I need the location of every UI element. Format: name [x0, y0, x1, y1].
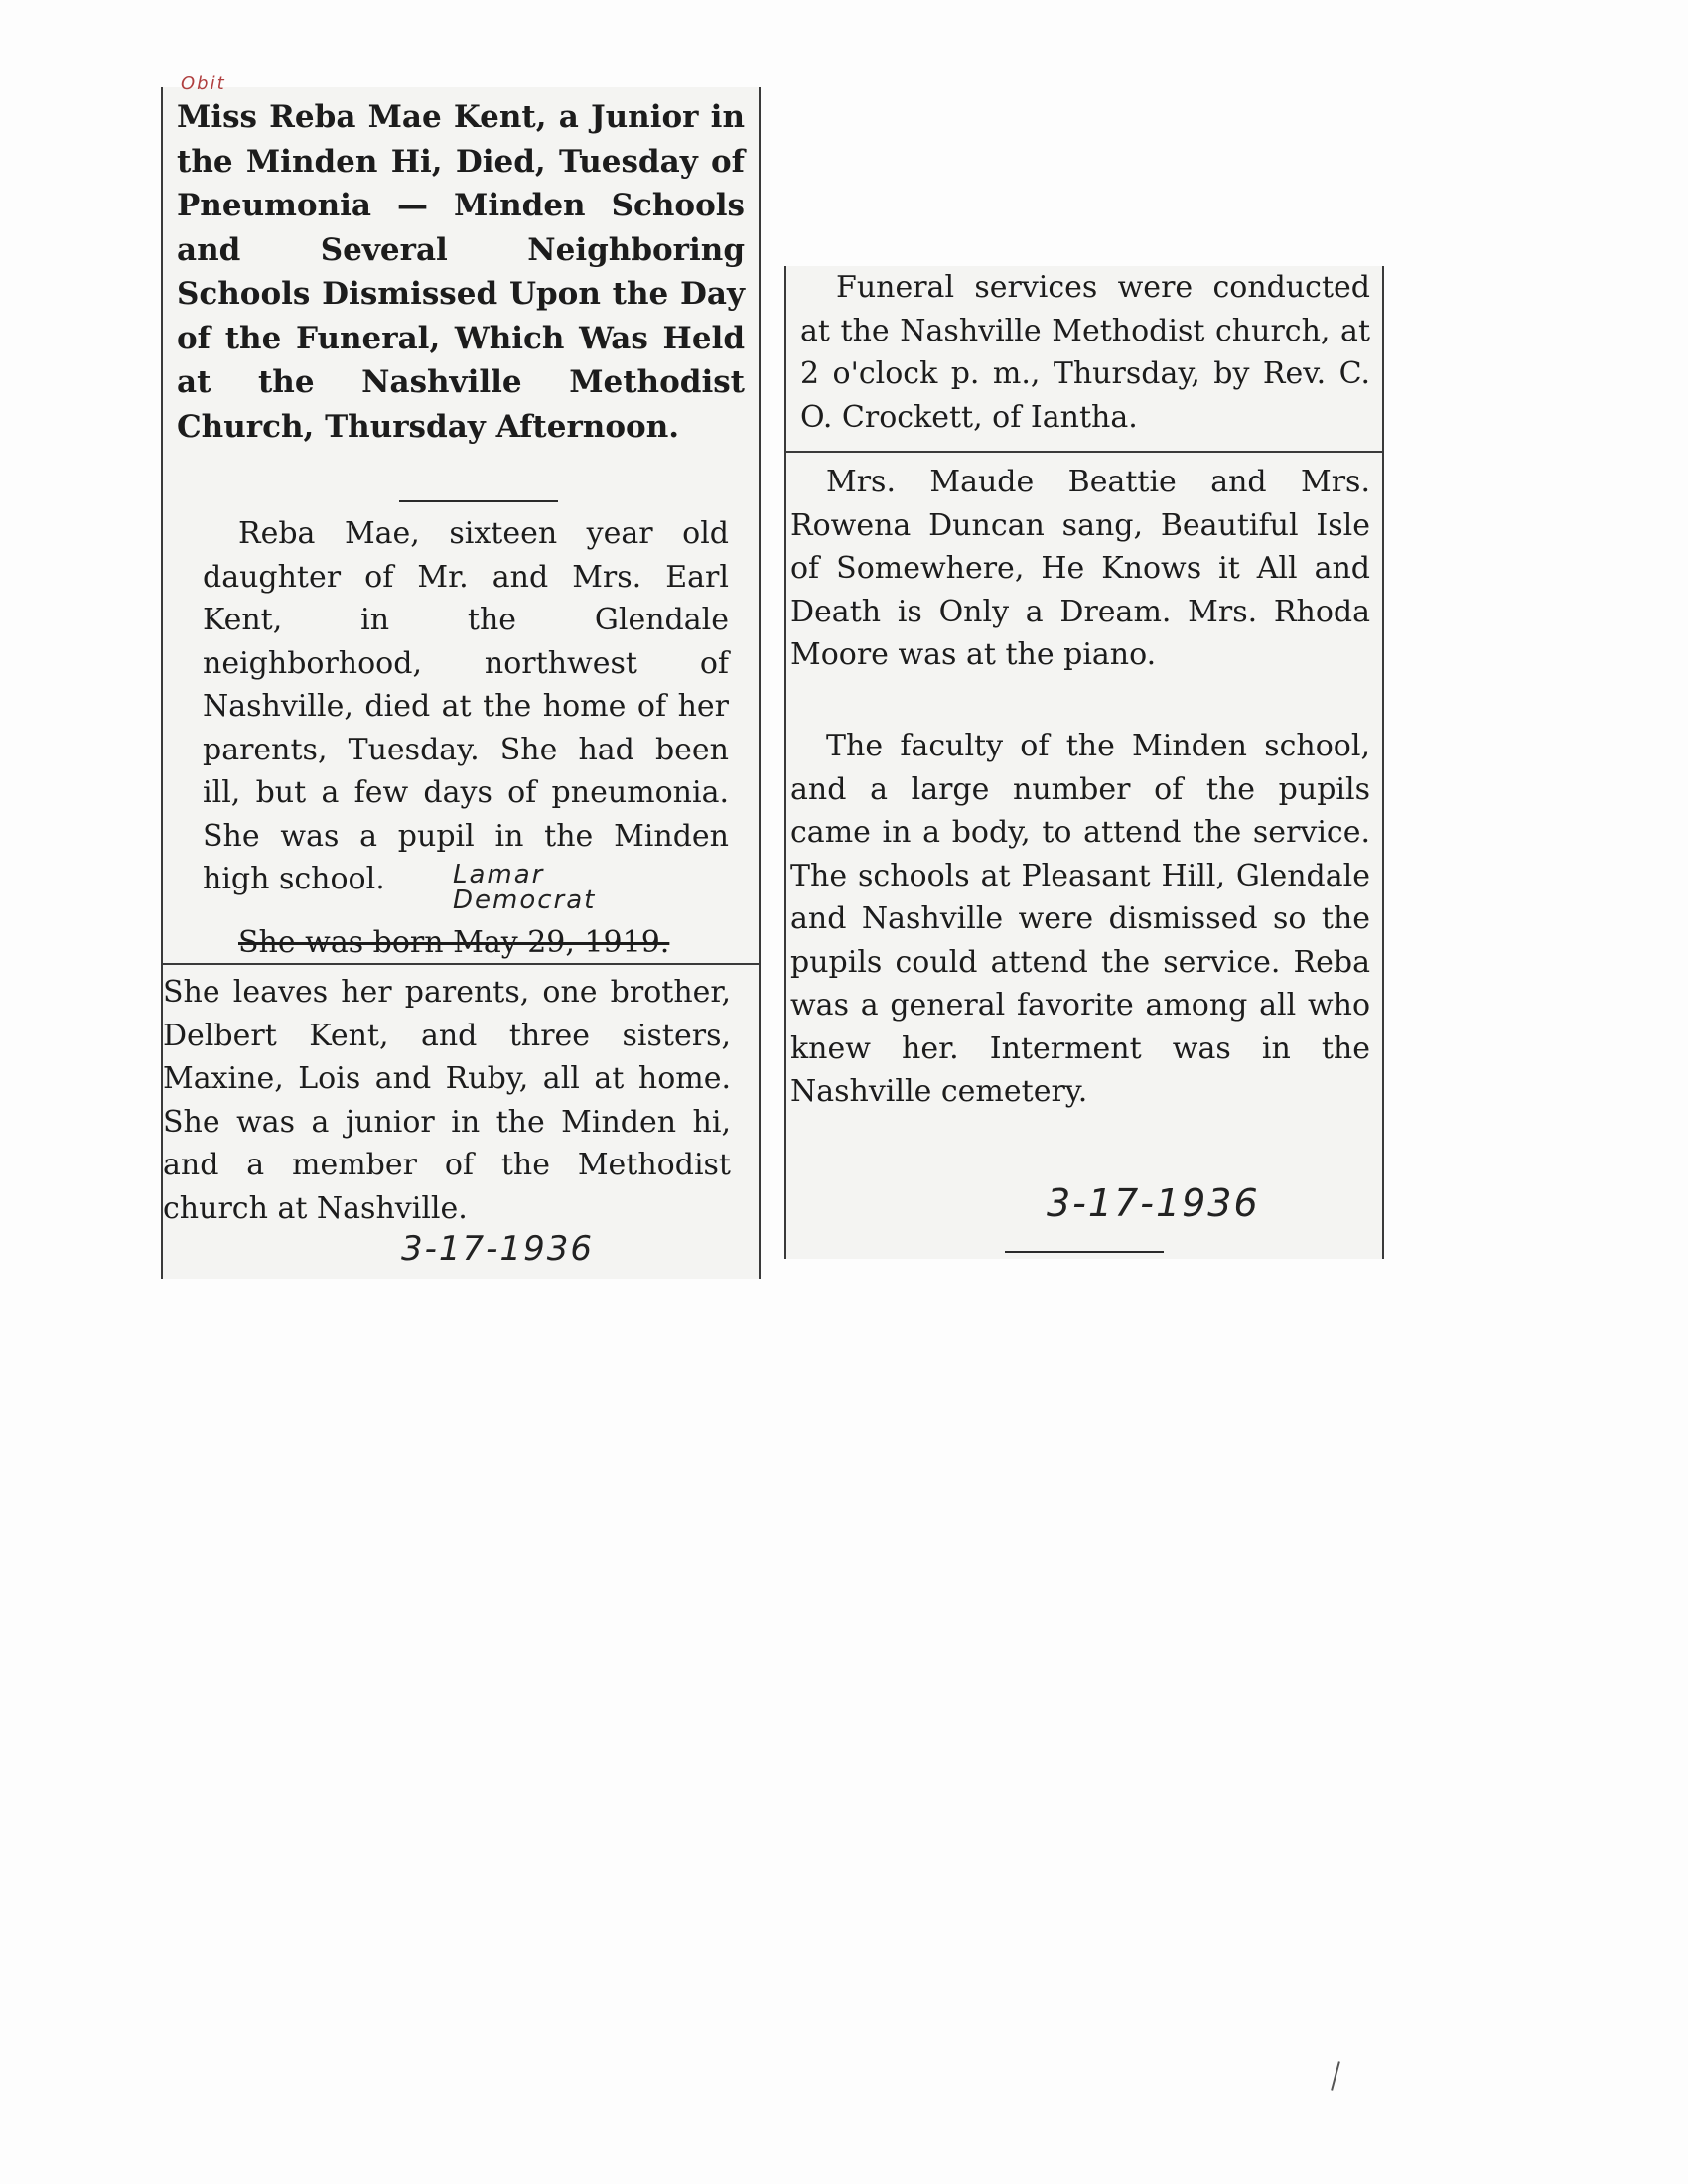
source-note: Lamar Democrat: [453, 860, 597, 915]
date-left: 3-17-1936: [401, 1229, 594, 1269]
paragraph-music: Mrs. Maude Beattie and Mrs. Rowena Duncan sang, Beautiful Isle of Somewhere, He Knows it All and Death is Only a Dream. Mrs. Rhoda Moore was at the piano.: [790, 465, 1370, 672]
paragraph-death: Reba Mae, sixteen year old daughter of Mr. and Mrs. Earl Kent, in the Glendale neighborhood, northwest of Nashville, died at the home of her parents, Tuesday. She had been ill, but a few days of pneumonia. She was a pupil in the Minden high school.: [203, 516, 729, 896]
date-right: 3-17-1936: [1047, 1181, 1260, 1225]
paragraph-birth: She was born May 29, 1919.: [238, 925, 670, 960]
headline: Miss Reba Mae Kent, a Junior in the Minden Hi, Died, Tuesday of Pneumonia — Minden Schools and Several Neighboring Schools Dismissed Upon the Day of the Funeral, Which Was Held at the Nashville Methodist Church, Thursday Afternoon.: [177, 99, 745, 445]
column-divider: [163, 963, 759, 965]
clipping-left-column: [161, 73, 761, 1279]
stray-mark: [1331, 2061, 1340, 2090]
top-scribble: Obit: [181, 73, 226, 94]
paragraph-survivors: She leaves her parents, one brother, Delbert Kent, and three sisters, Maxine, Lois and Ruby, all at home. She was a junior in the Minden hi, and a member of the Methodist church at Nashville.: [163, 975, 731, 1226]
headline-rule: [399, 500, 558, 502]
paragraph-funeral: Funeral services were conducted at the Nashville Methodist church, at 2 o'clock p. m., Thursday, by Rev. C. O. Crockett, of Iantha.: [800, 270, 1370, 435]
right-divider: [786, 451, 1382, 453]
end-rule: [1005, 1251, 1164, 1253]
paragraph-attendance: The faculty of the Minden school, and a large number of the pupils came in a body, to attend the service. The schools at Pleasant Hill, Glendale and Nashville were dismissed so the pupils could attend the service. Reba was a general favorite among all who knew her. Interment was in the Nashville cemetery.: [790, 729, 1370, 1109]
clipping-right-column: [784, 266, 1384, 1259]
